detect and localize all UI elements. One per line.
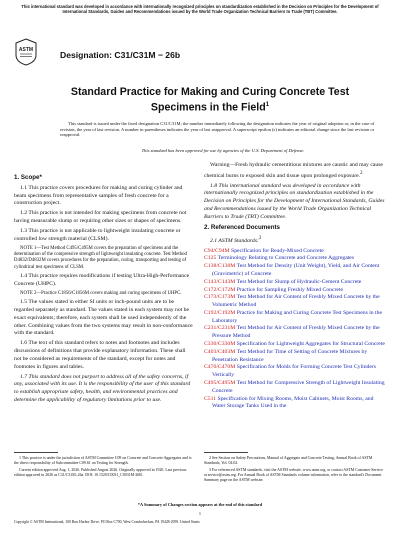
footnote-3: 3 For referenced ASTM standards, visit the ASTM website, www.astm.org, or contact ASTM Customer Service at service@astm.org. For Annual Book of ASTM Standards volume information, refer to the standard's Document Summary page on the ASTM website. <box>204 468 383 482</box>
reference-item[interactable] <box>204 341 386 349</box>
astm-footnote-marker[interactable]: 3 <box>258 235 262 241</box>
reference-item[interactable] <box>204 294 386 310</box>
reference-code[interactable]: C143/C143M <box>204 278 236 285</box>
tbt-notice: This international standard was developed in accordance with internationally recognized principles on standardization established in the Decision on Principles for the Development of International Standards, Guides and Recommendations issued by the World Trade Organization Technical Barriers to Trade (TBT) Committee. <box>21 4 379 14</box>
reference-code[interactable]: C125 <box>204 255 217 262</box>
reference-item[interactable] <box>204 380 386 396</box>
reference-title[interactable]: Specification for Ready-Mixed Concrete <box>231 247 324 254</box>
reference-title[interactable]: Test Method for Air Content of Freshly Mixed Concrete by the Volumetric Method <box>212 294 380 309</box>
para-1-1: 1.1 This practice covers procedures for making and curing cylinder and beam specimens from representative samples of fresh concrete for a construction project. <box>14 184 183 207</box>
warning <box>204 162 386 180</box>
reference-code[interactable]: C511 <box>204 395 217 402</box>
right-footnotes <box>204 452 386 485</box>
para-1-3: 1.3 This practice is not applicable to lightweight insulating concrete or controlled low strength material (CLSM). <box>14 228 181 242</box>
reference-list <box>204 248 386 412</box>
reference-title[interactable]: Test Method for Compressive Strength of Lightweight Insulating Concrete <box>212 380 385 394</box>
footnote-1: 1 This practice is under the jurisdiction of ASTM Committee C09 on Concrete and Concrete Aggregates and is the direct responsibility of Subcommittee C09.61 on Testing for Strength. <box>14 456 192 465</box>
reference-code[interactable]: C231/C231M <box>204 325 236 332</box>
reference-code[interactable]: C138/C138M <box>204 263 236 270</box>
scope-heading: 1. Scope* <box>14 174 42 181</box>
para-1-4: 1.4 This practice requires modifications if testing Ultra-High-Performance Concrete (UHPC). <box>14 272 190 287</box>
footnote-edition: Current edition approved Aug. 1, 2026. Published August 2026. Originally approved in 1920. Last previous edition approved in 2026 as C31/C31M–26a. DOI: 10.1520/C0031_C0031M-26B. <box>14 468 187 477</box>
left-column <box>14 172 194 407</box>
footnote-divider <box>14 452 58 453</box>
svg-text:ASTM: ASTM <box>18 47 34 53</box>
reference-code[interactable]: C172/C172M <box>204 286 236 293</box>
designation: Designation: C31/C31M − 26b <box>60 50 181 60</box>
copyright-line: Copyright © ASTM International, 100 Barr Harbor Drive, PO Box C700, West Conshohocken, PA 19428-2959. United States <box>14 520 200 524</box>
reference-code[interactable]: C330/C330M <box>204 341 236 348</box>
reference-item[interactable] <box>204 310 386 326</box>
reference-title[interactable]: Test Method for Density (Unit Weight), Yield, and Air Content (Gravimetric) of Concrete <box>212 263 380 277</box>
designation-explanation <box>60 121 386 139</box>
reference-title[interactable]: Test Method for Time of Setting of Concrete Mixtures by Penetration Resistance <box>212 348 368 363</box>
title-footnote-marker[interactable]: 1 <box>265 101 270 108</box>
reference-item[interactable] <box>204 325 386 341</box>
warning-footnote-marker[interactable]: 2 <box>360 170 363 176</box>
footnote-divider <box>204 452 248 453</box>
reference-code[interactable]: C173/C173M <box>204 294 236 301</box>
title-text: Standard Practice for Making and Curing Concrete Test Specimens in the Field <box>70 86 350 114</box>
reference-title[interactable]: Terminology Relating to Concrete and Concrete Aggregates <box>217 255 355 262</box>
para-1-6: 1.6 The text of this standard refers to notes and footnotes and includes discussions of definitions that provide explanatory information. These shall not be considered as requirements of the standard, except for notes and footnotes in figures and tables. <box>14 340 186 370</box>
note-2: NOTE 2—Practice C1856/C1856M covers making and curing specimens of UHPC. <box>20 290 182 296</box>
reference-item[interactable] <box>204 396 386 412</box>
reference-item[interactable] <box>204 279 386 287</box>
para-1-2: 1.2 This practice is not intended for making specimens from concrete not having measurable slump or requiring other sizes or shapes of specimens. <box>14 210 187 225</box>
reference-code[interactable]: C192/C192M <box>204 309 236 316</box>
para-1-5: 1.5 The values stated in either SI units or inch-pound units are to be regarded separately as standard. The values stated in each system may not be exact equivalents; therefore, each system shall be used independently of the other. Combining values from the two systems may result in non-conformance with the standard. <box>14 299 193 337</box>
reference-item[interactable] <box>204 364 386 380</box>
reference-title[interactable]: Practice for Sampling Freshly Mixed Concrete <box>236 286 344 293</box>
reference-title[interactable]: Specification for Molds for Forming Concrete Test Cylinders Vertically <box>212 364 377 379</box>
reference-code[interactable]: C403/C403M <box>204 348 236 355</box>
right-column <box>204 162 386 411</box>
reference-title[interactable]: Test Method for Air Content of Freshly Mixed Concrete by the Pressure Method <box>212 325 380 340</box>
footnote-2: 2 See Section on Safety Precautions, Manual of Aggregate and Concrete Testing, Annual Book of ASTM Standards, Vol. 04.02. <box>204 456 373 465</box>
dod-approval: This standard has been approved for use by agencies of the U.S. Department of Defense. <box>141 148 305 153</box>
astm-logo <box>14 38 38 66</box>
para-1-8: 1.8 This international standard was developed in accordance with internationally recognized principles on standardization established in the Decision on Principles for the Development of International Standards, Guides and Recommendations issued by the World Trade Organization Technical Barriers to Trade (TBT) Committee. <box>204 182 385 220</box>
reference-title[interactable]: Specification for Mixing Rooms, Moist Cabinets, Moist Rooms, and Water Storage Tanks Used in the <box>212 395 374 410</box>
warning-text: Warning—Fresh hydraulic cementitious mixtures are caustic and may cause chemical burns to exposed skin and tissue upon prolonged exposure. <box>204 162 383 179</box>
para-1-7: 1.7 This standard does not purport to address all of the safety concerns, if any, associated with its use. It is the responsibility of the user of this standard to establish appropriate safety, health, and environmental practices and determine the applicability of regulatory limitations prior to use. <box>14 373 191 404</box>
standard-title <box>60 86 360 114</box>
intro-paragraph: This standard is issued under the fixed designation C31/C31M; the number immediately following the designation indicates the year of original adoption or, in the case of revision, the year of last revision. A number in parentheses indicates the year of last reapproval. A superscript epsilon (ε) indicates an editorial change since the last revision or reapproval. <box>60 121 375 138</box>
reference-item[interactable] <box>204 349 386 365</box>
left-footnotes <box>14 452 194 480</box>
note-1: NOTE 1—Test Method C495/C495M covers the preparation of specimens and the determination of the compressive strength of lightweight insulating concrete. Test Method D4832/D4832M covers procedures for the preparation, curing, transporting and testing of cylindrical test specimens of CLSM. <box>14 245 187 270</box>
reference-title[interactable]: Practice for Making and Curing Concrete Test Specimens in the Laboratory <box>212 309 382 324</box>
reference-item[interactable] <box>204 248 386 256</box>
page-number: 1 <box>198 511 202 516</box>
reference-title[interactable]: Specification for Lightweight Aggregates for Structural Concrete <box>236 341 385 348</box>
astm-standards-label <box>204 235 386 246</box>
references-heading: 2. Referenced Documents <box>204 223 280 231</box>
summary-of-changes-note: *A Summary of Changes section appears at the end of this standard <box>137 502 263 507</box>
astm-standards-text: 2.1 ASTM Standards: <box>210 237 259 244</box>
reference-code[interactable]: C470/C470M <box>204 364 236 371</box>
reference-code[interactable]: C94/C94M <box>204 247 230 254</box>
reference-item[interactable] <box>204 263 386 279</box>
reference-code[interactable]: C495/C495M <box>204 380 236 387</box>
reference-item[interactable] <box>204 255 386 263</box>
reference-title[interactable]: Test Method for Slump of Hydraulic-Cement Concrete <box>236 278 362 285</box>
